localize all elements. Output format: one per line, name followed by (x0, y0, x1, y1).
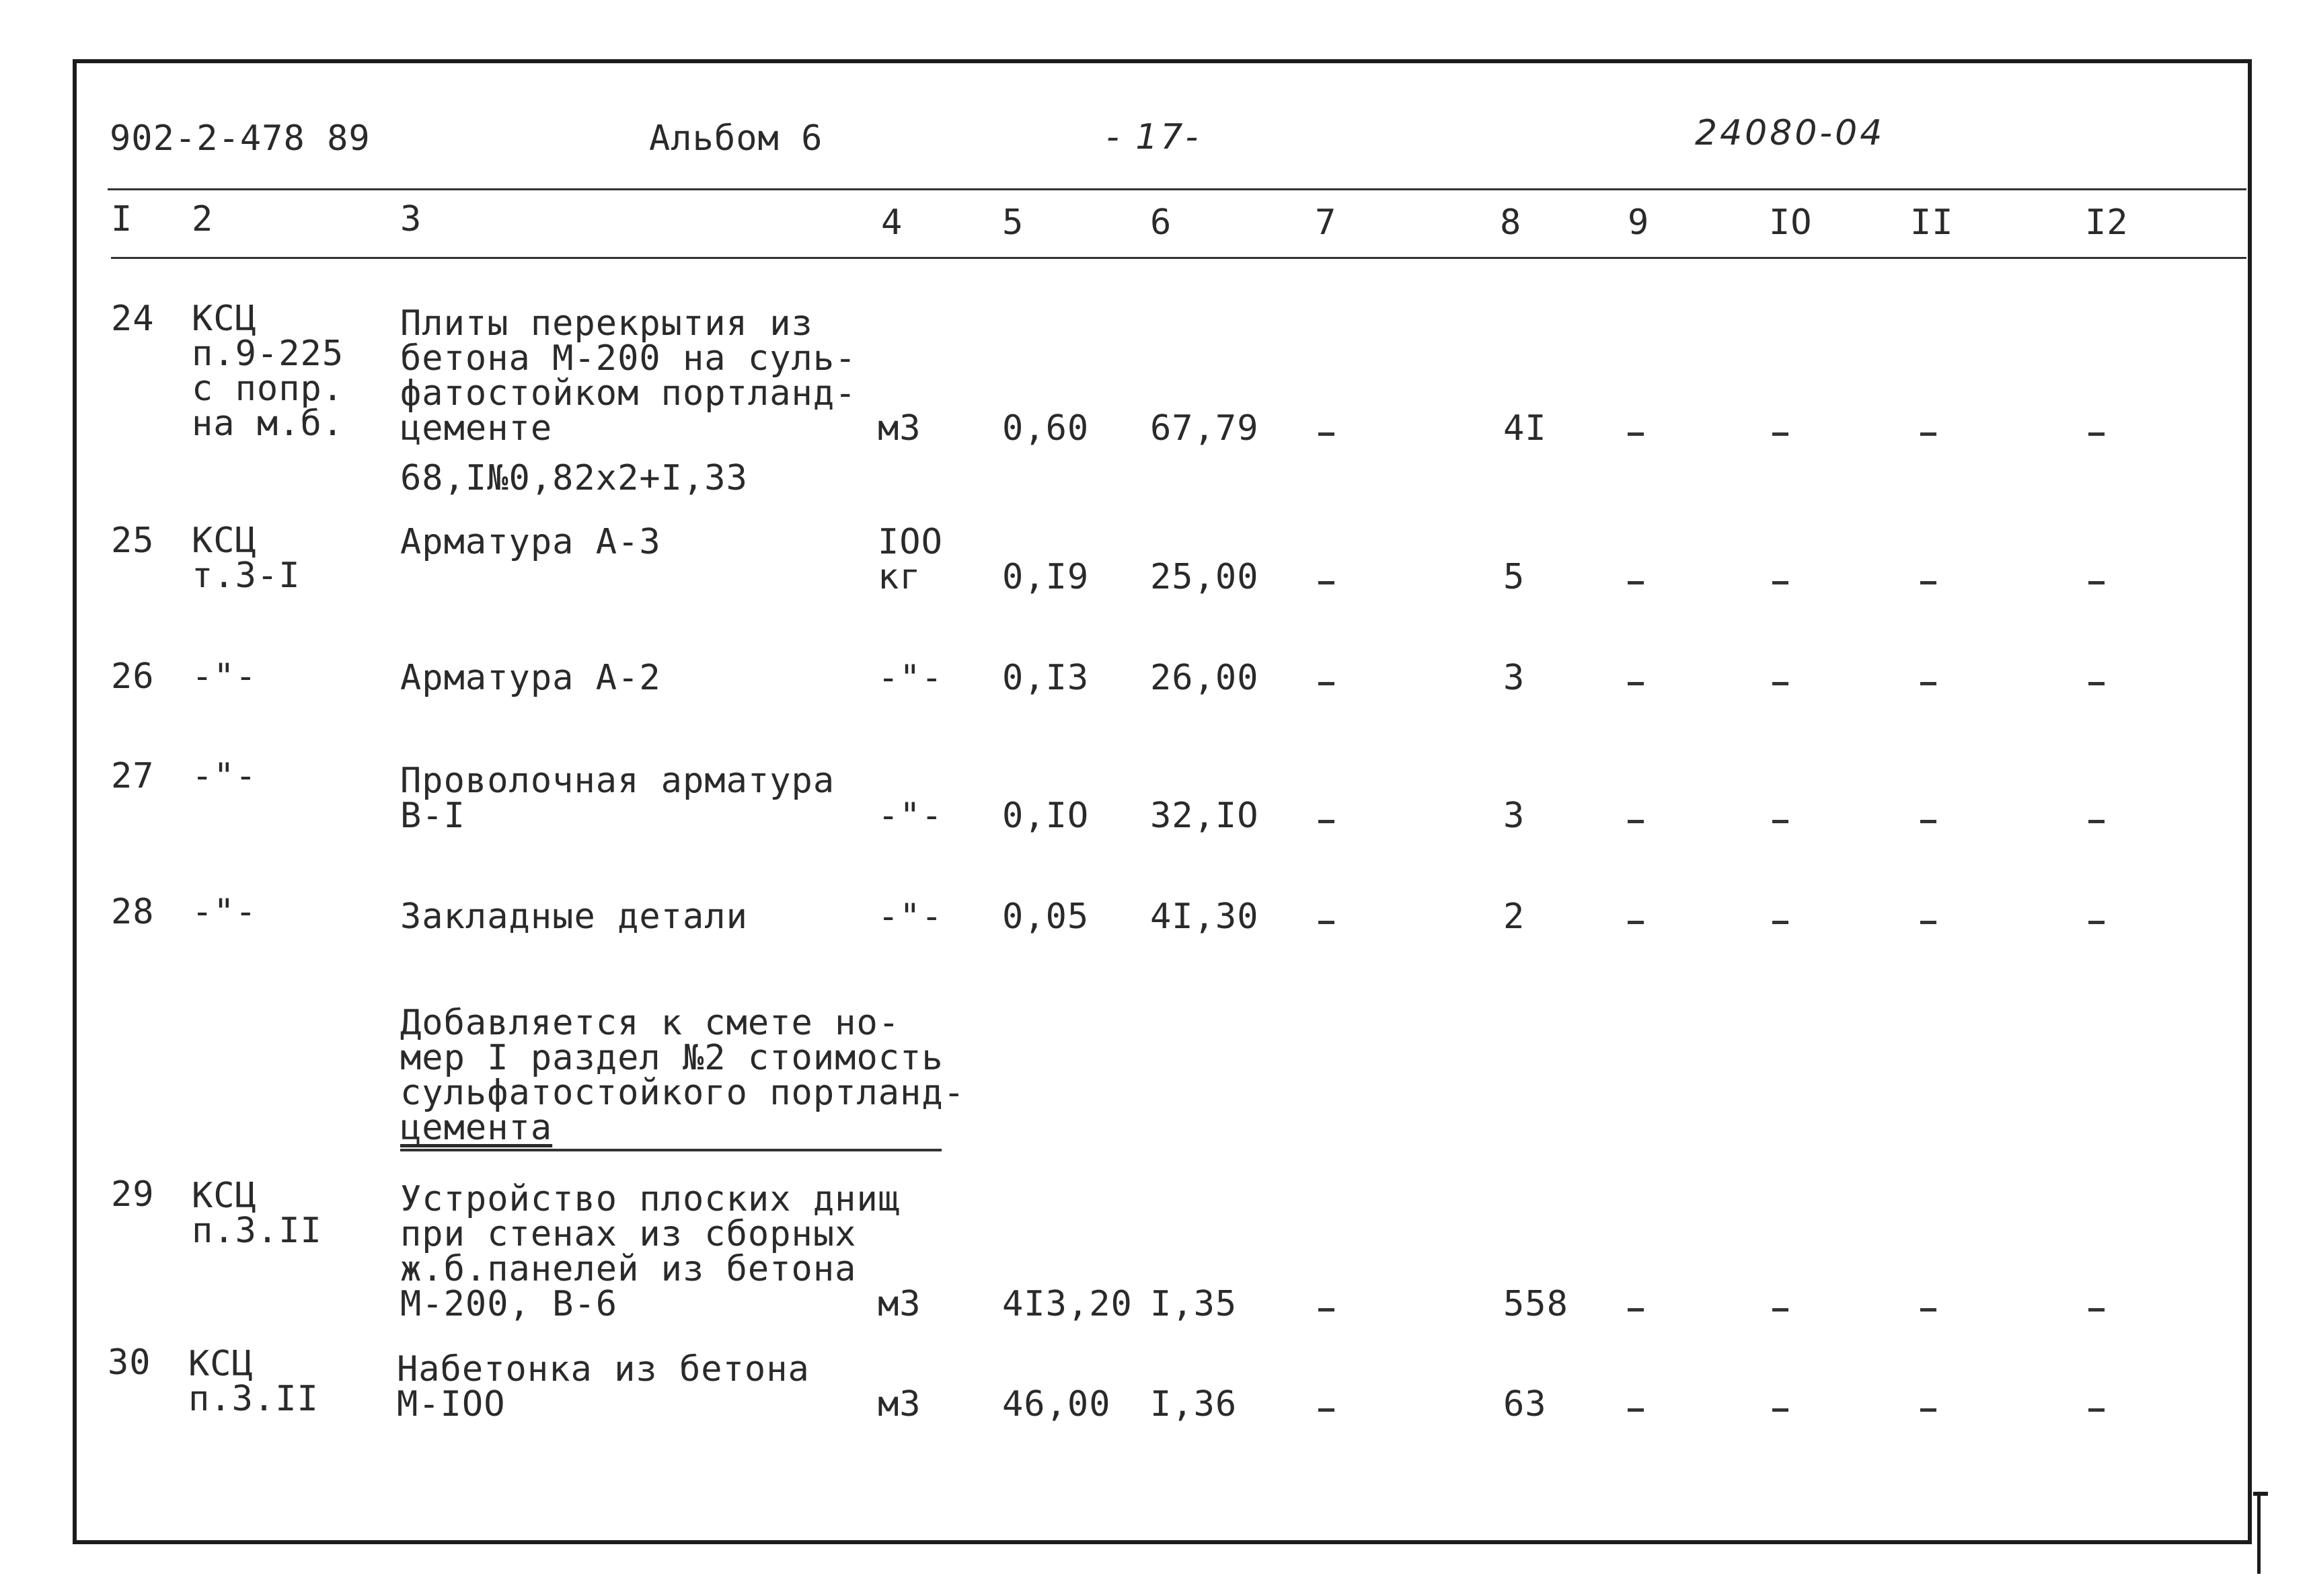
col-header: I2 (2085, 202, 2129, 243)
row-col7-dash (1318, 921, 1334, 924)
header-rule (108, 188, 2246, 190)
row-code-line: КСЦ (192, 299, 257, 339)
note-line: цемента (400, 1108, 553, 1148)
row-col5: 0,I3 (1002, 658, 1090, 698)
row-col11-dash (1920, 820, 1936, 823)
row-number: 29 (111, 1174, 155, 1215)
col-header: 4 (881, 202, 903, 243)
row-description-line: Арматура А-2 (400, 658, 661, 698)
row-description-line: ж.б.панелей из бетона (400, 1249, 857, 1289)
note-line: Добавляется к смете но- (400, 1003, 901, 1043)
col-header: 7 (1315, 202, 1337, 243)
row-description-line: М-200, В-6 (400, 1284, 618, 1324)
row-col12-dash (2088, 581, 2105, 584)
row-col10-dash (1772, 1308, 1788, 1312)
col-header: 6 (1150, 202, 1172, 243)
row-code-line: -"- (192, 656, 257, 697)
page-number: - 17- (1106, 117, 1201, 157)
row-unit: -"- (878, 796, 943, 836)
col-header: 9 (1628, 202, 1650, 243)
row-col11-dash (1920, 1308, 1936, 1312)
row-col7-dash (1318, 432, 1334, 436)
row-number: 24 (111, 299, 155, 339)
row-col12-dash (2088, 1308, 2105, 1312)
row-description-line: Арматура А-3 (400, 522, 661, 562)
note-underline (400, 1149, 942, 1151)
row-code-line: на м.б. (192, 404, 344, 444)
row-col5: 46,00 (1002, 1384, 1111, 1424)
row-col8: 4I (1503, 408, 1547, 449)
frame-edge-mark (2253, 1492, 2268, 1496)
col-header: II (1910, 202, 1954, 243)
row-col6: 67,79 (1150, 408, 1259, 449)
row-col9-dash (1628, 1308, 1644, 1312)
row-unit: м3 (878, 1284, 921, 1324)
row-col10-dash (1772, 581, 1788, 584)
row-col5: 0,05 (1002, 897, 1090, 937)
row-col9-dash (1628, 432, 1644, 436)
row-unit: -"- (878, 897, 943, 937)
row-col6: 25,00 (1150, 557, 1259, 597)
row-col9-dash (1628, 581, 1644, 584)
row-col6: 4I,30 (1150, 897, 1259, 937)
row-code-line: с попр. (192, 369, 344, 409)
row-col7-dash (1318, 1308, 1334, 1312)
row-col8: 2 (1503, 897, 1525, 937)
row-description-line: при стенах из сборных (400, 1214, 857, 1254)
row-code-line: т.3-I (192, 556, 301, 596)
row-number: 26 (111, 656, 155, 697)
row-col7-dash (1318, 581, 1334, 584)
row-description-line: Плиты перекрытия из (400, 303, 813, 344)
row-col9-dash (1628, 1408, 1644, 1412)
frame-edge-mark (2257, 1496, 2261, 1574)
row-col9-dash (1628, 820, 1644, 823)
row-col7-dash (1318, 682, 1334, 685)
row-col10-dash (1772, 921, 1788, 924)
row-unit-line: IOO (878, 522, 943, 562)
row-code-line: п.3.II (192, 1211, 322, 1251)
row-unit: м3 (878, 1384, 921, 1424)
row-col9-dash (1628, 921, 1644, 924)
col-header: 2 (192, 199, 214, 239)
project-number: 24080-04 (1695, 113, 1885, 153)
row-description-line: М-IOO (397, 1384, 506, 1424)
row-number: 27 (111, 756, 155, 796)
row-col10-dash (1772, 1408, 1788, 1412)
col-header: 5 (1002, 202, 1024, 243)
note-line: мер I раздел №2 стоимость (400, 1038, 944, 1078)
row-col7-dash (1318, 1408, 1334, 1412)
row-formula-note: 68,I№0,82х2+I,33 (400, 458, 748, 498)
row-col6: I,35 (1150, 1284, 1238, 1324)
row-code-line: КСЦ (192, 1176, 257, 1216)
row-col8: 5 (1503, 557, 1525, 597)
row-col10-dash (1772, 432, 1788, 436)
row-col11-dash (1920, 682, 1936, 685)
row-col8: 63 (1503, 1384, 1547, 1424)
row-col10-dash (1772, 682, 1788, 685)
doc-code: 902-2-478 89 (110, 118, 371, 159)
row-number: 28 (111, 892, 155, 932)
row-unit-line: кг (878, 557, 921, 597)
row-col5: 0,60 (1002, 408, 1090, 449)
row-number: 25 (111, 521, 155, 561)
row-col11-dash (1920, 432, 1936, 436)
note-line: сульфатостойкого портланд- (400, 1073, 965, 1113)
col-header: 8 (1500, 202, 1522, 243)
row-col8: 3 (1503, 658, 1525, 698)
row-col12-dash (2088, 921, 2105, 924)
row-col12-dash (2088, 820, 2105, 823)
row-col6: 26,00 (1150, 658, 1259, 698)
col-header: IO (1769, 202, 1813, 243)
row-description-line: бетона М-200 на суль- (400, 338, 857, 379)
row-description-line: фатостойком портланд- (400, 373, 857, 414)
column-header-rule (111, 257, 2246, 259)
row-code-line: -"- (192, 756, 257, 796)
row-col11-dash (1920, 921, 1936, 924)
row-col12-dash (2088, 682, 2105, 685)
row-col8: 3 (1503, 796, 1525, 836)
row-number: 30 (108, 1342, 151, 1383)
row-col8: 558 (1503, 1284, 1568, 1324)
row-col5: 4I3,20 (1002, 1284, 1133, 1324)
row-col6: 32,IO (1150, 796, 1259, 836)
row-description-line: цементе (400, 408, 553, 449)
row-description-line: Устройство плоских днищ (400, 1179, 901, 1219)
row-description-line: В-I (400, 796, 465, 836)
row-code-line: КСЦ (188, 1344, 254, 1384)
row-unit: м3 (878, 408, 921, 449)
row-description-line: Набетонка из бетона (397, 1349, 810, 1390)
row-description-line: Проволочная арматура (400, 761, 835, 801)
row-col5: 0,I9 (1002, 557, 1090, 597)
row-col11-dash (1920, 1408, 1936, 1412)
row-col5: 0,IO (1002, 796, 1090, 836)
row-code-line: -"- (192, 892, 257, 932)
row-col10-dash (1772, 820, 1788, 823)
row-code-line: п.9-225 (192, 334, 344, 374)
row-col11-dash (1920, 581, 1936, 584)
row-col9-dash (1628, 682, 1644, 685)
col-header: I (111, 199, 133, 239)
row-col7-dash (1318, 820, 1334, 823)
col-header: 3 (400, 199, 422, 239)
row-description-line: Закладные детали (400, 897, 748, 937)
row-col6: I,36 (1150, 1384, 1238, 1424)
row-code-line: КСЦ (192, 521, 257, 561)
row-unit: -"- (878, 658, 943, 698)
album-label: Альбом 6 (649, 118, 823, 159)
row-code-line: п.3.II (188, 1379, 319, 1419)
row-col12-dash (2088, 1408, 2105, 1412)
row-col12-dash (2088, 432, 2105, 436)
